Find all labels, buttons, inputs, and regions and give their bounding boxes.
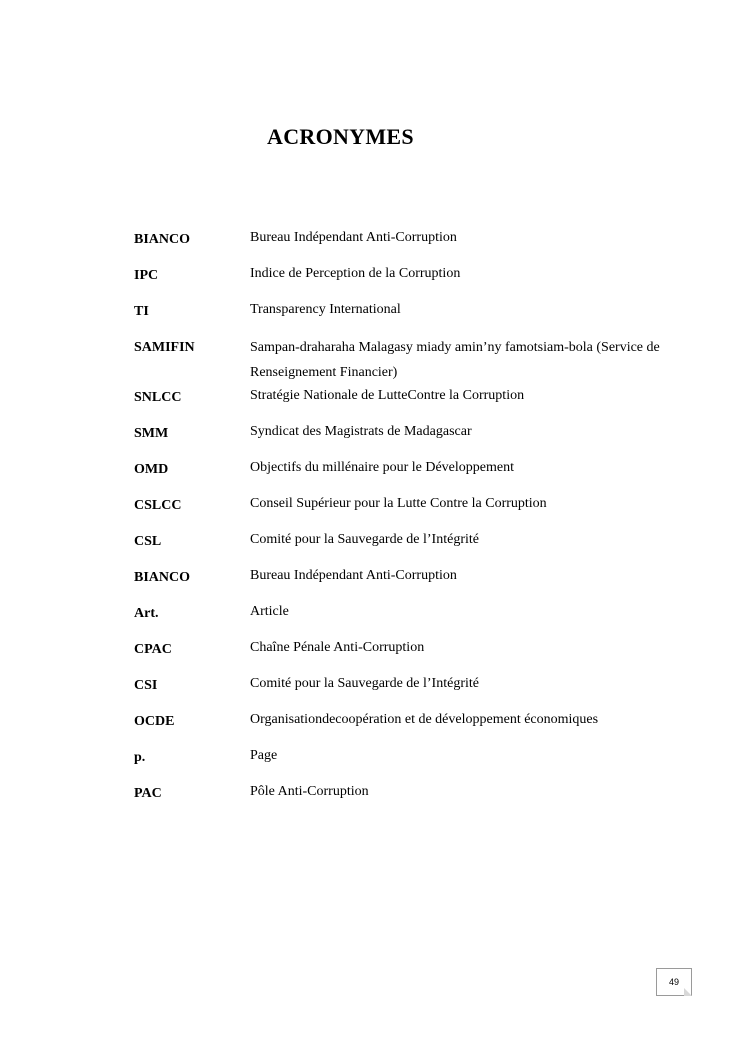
acronym-definition: Page [250, 748, 278, 763]
acronym-row [134, 637, 694, 673]
acronym-definition: Indice de Perception de la Corruption [250, 266, 461, 281]
acronym-term: SNLCC [134, 390, 182, 405]
acronym-definition: Conseil Supérieur pour la Lutte Contre la Corruption [250, 496, 547, 511]
acronym-term: CSL [134, 534, 162, 549]
acronym-definition: Article [250, 604, 289, 619]
acronym-row [134, 335, 694, 385]
acronym-definition: Organisationdecoopération et de développement économiques [250, 712, 599, 727]
acronym-row [134, 421, 694, 457]
acronym-term: PAC [134, 786, 162, 801]
acronym-row [134, 385, 694, 421]
acronym-definition: Comité pour la Sauvegarde de l’Intégrité [250, 676, 479, 691]
acronym-term: CSLCC [134, 498, 182, 513]
acronym-term: TI [134, 304, 149, 319]
acronym-row [134, 457, 694, 493]
acronym-term: CPAC [134, 642, 172, 657]
acronym-row [134, 745, 694, 781]
acronym-term: p. [134, 750, 146, 765]
acronym-term: OCDE [134, 714, 175, 729]
acronym-term: CSI [134, 678, 158, 693]
acronym-row [134, 601, 694, 637]
acronym-row [134, 263, 694, 299]
acronym-definition: Sampan-draharaha Malagasy miady amin’ny famotsiam-bola (Service de Renseignement Financier) [250, 340, 660, 380]
acronym-row [134, 227, 694, 263]
acronym-row [134, 709, 694, 745]
acronym-definition: Chaîne Pénale Anti-Corruption [250, 640, 425, 655]
page-title: ACRONYMES [267, 124, 414, 149]
acronym-definition: Syndicat des Magistrats de Madagascar [250, 424, 472, 439]
acronym-row [134, 529, 694, 565]
acronym-definition: Transparency International [250, 302, 401, 317]
acronym-row [134, 493, 694, 529]
acronym-definition: Comité pour la Sauvegarde de l’Intégrité [250, 532, 479, 547]
acronym-row [134, 565, 694, 601]
acronym-term: SMM [134, 426, 169, 441]
acronym-term: IPC [134, 268, 159, 283]
acronym-list [134, 227, 694, 817]
acronym-row [134, 673, 694, 709]
page-number: 49 [656, 968, 692, 996]
acronym-term: OMD [134, 462, 169, 477]
acronym-term: SAMIFIN [134, 340, 195, 355]
acronym-definition: Pôle Anti-Corruption [250, 784, 369, 799]
acronym-definition: Bureau Indépendant Anti-Corruption [250, 568, 457, 583]
acronym-definition: Bureau Indépendant Anti-Corruption [250, 230, 457, 245]
acronym-definition: Objectifs du millénaire pour le Développement [250, 460, 514, 475]
acronym-term: Art. [134, 606, 159, 621]
acronym-term: BIANCO [134, 570, 191, 585]
acronym-row [134, 299, 694, 335]
acronym-row [134, 781, 694, 817]
acronym-term: BIANCO [134, 232, 191, 247]
acronym-definition: Stratégie Nationale de LutteContre la Corruption [250, 388, 525, 403]
